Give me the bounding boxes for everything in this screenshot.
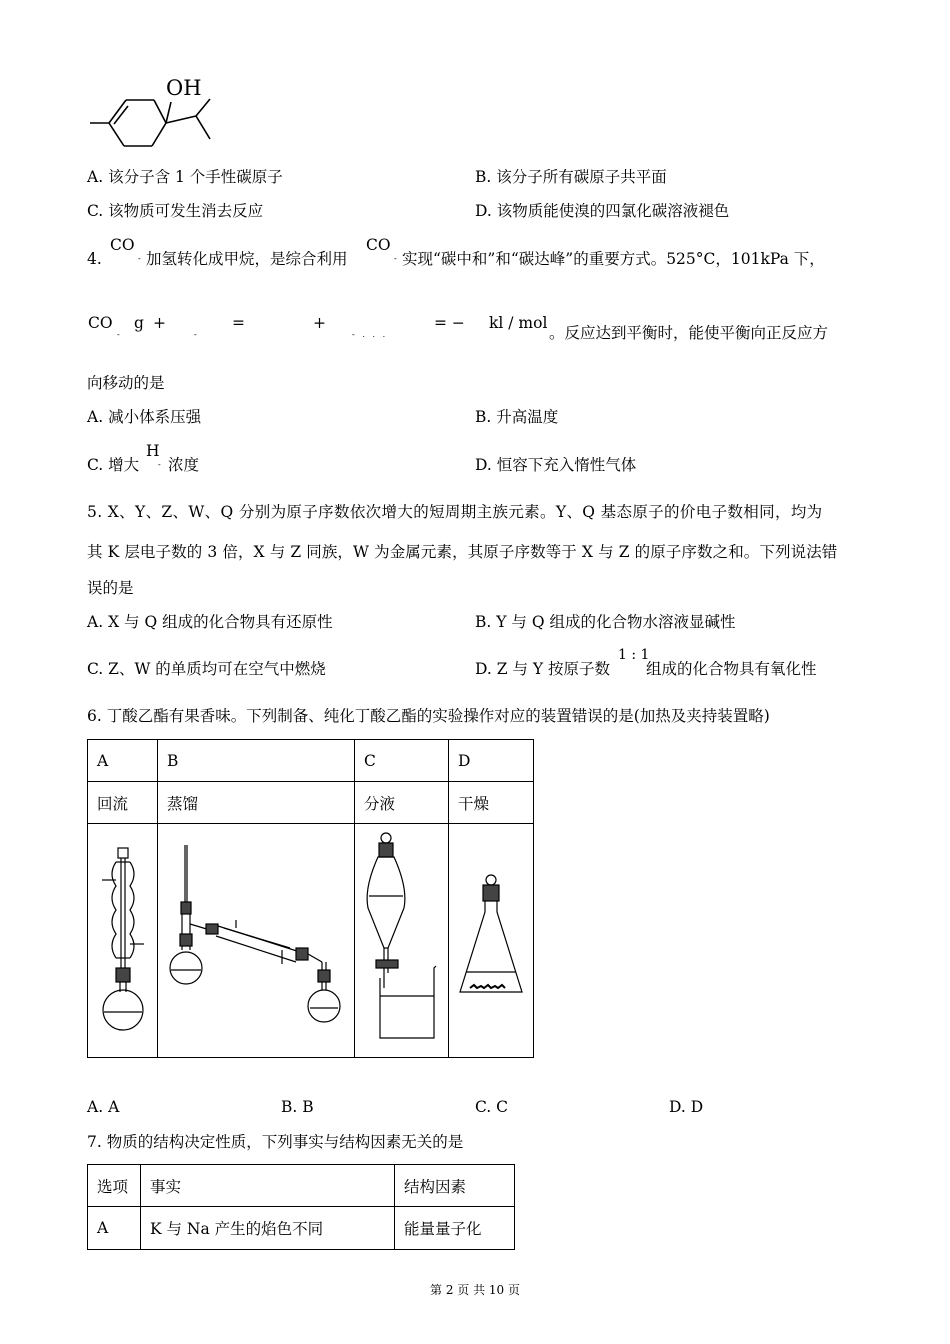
q5-option-d-ratio: 1 : 1 <box>618 647 650 663</box>
table-row <box>88 1207 515 1250</box>
q4-eq-g: g <box>134 314 144 332</box>
q6-option-a <box>87 1100 119 1116</box>
q5-option-d-text-a: Z 与 Y 按原子数 <box>496 660 611 678</box>
q3-option-c <box>87 204 263 220</box>
q4-option-b-text: 升高温度 <box>496 408 559 426</box>
q7-row-option: A <box>88 1207 141 1250</box>
q6-operation-a: 回流 <box>88 782 158 824</box>
q3-option-a-text: 该分子含 1 个手性碳原子 <box>108 168 283 186</box>
q6-stem: 6. 丁酸乙酯有果香味。下列制备、纯化丁酸乙酯的实验操作对应的装置错误的是(加热及夹持装置略) <box>87 707 770 725</box>
drying-flask-image <box>456 872 526 1002</box>
q5-option-a <box>87 615 333 631</box>
q4-eq-sub2: - <box>194 330 197 339</box>
q5-option-c-text: Z、W 的单质均可在空气中燃烧 <box>108 660 326 678</box>
q4-option-c-text-a: 增大 <box>108 456 140 474</box>
q3-option-b-text: 该分子所有碳原子共平面 <box>496 168 667 186</box>
q3-option-c-label: C. <box>87 202 104 220</box>
q3-option-a-label: A. <box>87 168 104 186</box>
q7-header-option: 选项 <box>88 1165 141 1207</box>
q4-eq-dots: - . . . <box>352 330 386 339</box>
q5-option-a-label: A. <box>87 613 104 631</box>
q4-eq-plus2: + <box>313 314 326 332</box>
q7-row-fact: K 与 Na 产生的焰色不同 <box>141 1207 395 1250</box>
q4-option-b <box>475 410 558 426</box>
q5-line1: 5. X、Y、Z、W、Q 分别为原子序数依次增大的短周期主族元素。Y、Q 基态原子的价电子数相同，均为 <box>87 503 823 521</box>
reflux-apparatus-image <box>94 840 164 1030</box>
q4-option-a <box>87 410 201 426</box>
q6-option-c-label: C. <box>475 1098 492 1116</box>
q7-row-factor: 能量量子化 <box>395 1207 515 1250</box>
q4-option-c-label: C. <box>87 456 104 474</box>
q5-option-c <box>87 662 326 678</box>
q6-option-d-label: D. <box>669 1098 686 1116</box>
q5-option-b-text: Y 与 Q 组成的化合物水溶液显碱性 <box>496 613 736 631</box>
q6-operation-b: 蒸馏 <box>158 782 355 824</box>
separatory-funnel-image <box>360 828 440 1043</box>
q4-eq-co-sub: - <box>117 330 120 339</box>
q5-option-d-text-b: 组成的化合物具有氧化性 <box>646 660 817 678</box>
q4-eq-dh: = − <box>434 314 465 332</box>
q4-line3: 向移动的是 <box>87 374 165 392</box>
q4-option-b-label: B. <box>475 408 492 426</box>
q4-eq-plus1: + <box>153 314 166 332</box>
q6-option-d <box>669 1100 703 1116</box>
q5-option-a-text: X 与 Q 组成的化合物具有还原性 <box>108 613 333 631</box>
q4-eq-co: CO <box>88 314 113 332</box>
q3-option-d-label: D. <box>475 202 492 220</box>
q4-option-c-h: H <box>146 442 160 460</box>
q6-option-c-text: C <box>496 1098 509 1116</box>
q3-option-b <box>475 170 667 186</box>
q4-co-a-sub: - <box>138 254 141 263</box>
q6-option-b-text: B <box>302 1098 314 1116</box>
q3-option-a <box>87 170 283 186</box>
q4-option-c-h-sub: - <box>158 460 161 469</box>
q7-header-factor: 结构因素 <box>395 1165 515 1207</box>
q5-line2: 其 K 层电子数的 3 倍，X 与 Z 同族，W 为金属元素，其原子序数等于 X 与 Z 的原子序数之和。下列说法错 <box>87 543 838 561</box>
q4-co-b: CO <box>366 236 391 254</box>
q6-option-a-text: A <box>108 1098 120 1116</box>
q5-option-b-label: B. <box>475 613 492 631</box>
q4-option-d-label: D. <box>475 456 492 474</box>
q5-line3: 误的是 <box>87 579 134 597</box>
q4-number: 4. <box>87 250 102 268</box>
q6-option-b-label: B. <box>281 1098 298 1116</box>
q4-option-c-text-b: 浓度 <box>168 456 200 474</box>
q4-text-a: 加氢转化成甲烷，是综合利用 <box>146 250 348 268</box>
q6-header-c: C <box>355 740 449 782</box>
q7-header-fact: 事实 <box>141 1165 395 1207</box>
q7-table <box>87 1164 515 1250</box>
q4-co-a: CO <box>110 236 135 254</box>
q4-co-b-sub: - <box>394 254 397 263</box>
q6-option-b <box>281 1100 314 1116</box>
q3-option-d-text: 该物质能使溴的四氯化碳溶液褪色 <box>496 202 730 220</box>
q3-option-c-text: 该物质可发生消去反应 <box>108 202 264 220</box>
molecule-structure <box>86 76 226 156</box>
q6-option-a-label: A. <box>87 1098 104 1116</box>
q6-header-b: B <box>158 740 355 782</box>
q5-option-d <box>475 662 610 678</box>
q5-option-b <box>475 615 736 631</box>
page-footer: 第 2 页 共 10 页 <box>430 1283 520 1297</box>
q4-option-a-label: A. <box>87 408 104 426</box>
q4-eq-unit: kl / mol <box>489 314 548 332</box>
q6-header-d: D <box>449 740 534 782</box>
q4-option-d-text: 恒容下充入惰性气体 <box>496 456 637 474</box>
q5-option-d-label: D. <box>475 660 492 678</box>
q6-operation-c: 分液 <box>355 782 449 824</box>
q6-option-c <box>475 1100 508 1116</box>
distillation-apparatus-image <box>160 840 350 1030</box>
q4-eq-equals: = <box>232 314 245 332</box>
q6-option-d-text: D <box>690 1098 704 1116</box>
q4-text-b: 实现“碳中和”和“碳达峰”的重要方式。525°C，101kPa 下， <box>402 250 825 268</box>
q7-stem: 7. 物质的结构决定性质，下列事实与结构因素无关的是 <box>87 1133 464 1151</box>
q4-option-d <box>475 458 636 474</box>
oh-label: OH <box>166 76 202 100</box>
q6-header-a: A <box>88 740 158 782</box>
q3-option-d <box>475 204 729 220</box>
q4-option-c <box>87 458 139 474</box>
q6-operation-d: 干燥 <box>449 782 534 824</box>
q4-eq-tail: 。反应达到平衡时，能使平衡向正反应方 <box>549 324 829 342</box>
q5-option-c-label: C. <box>87 660 104 678</box>
q4-option-a-text: 减小体系压强 <box>108 408 202 426</box>
q3-option-b-label: B. <box>475 168 492 186</box>
